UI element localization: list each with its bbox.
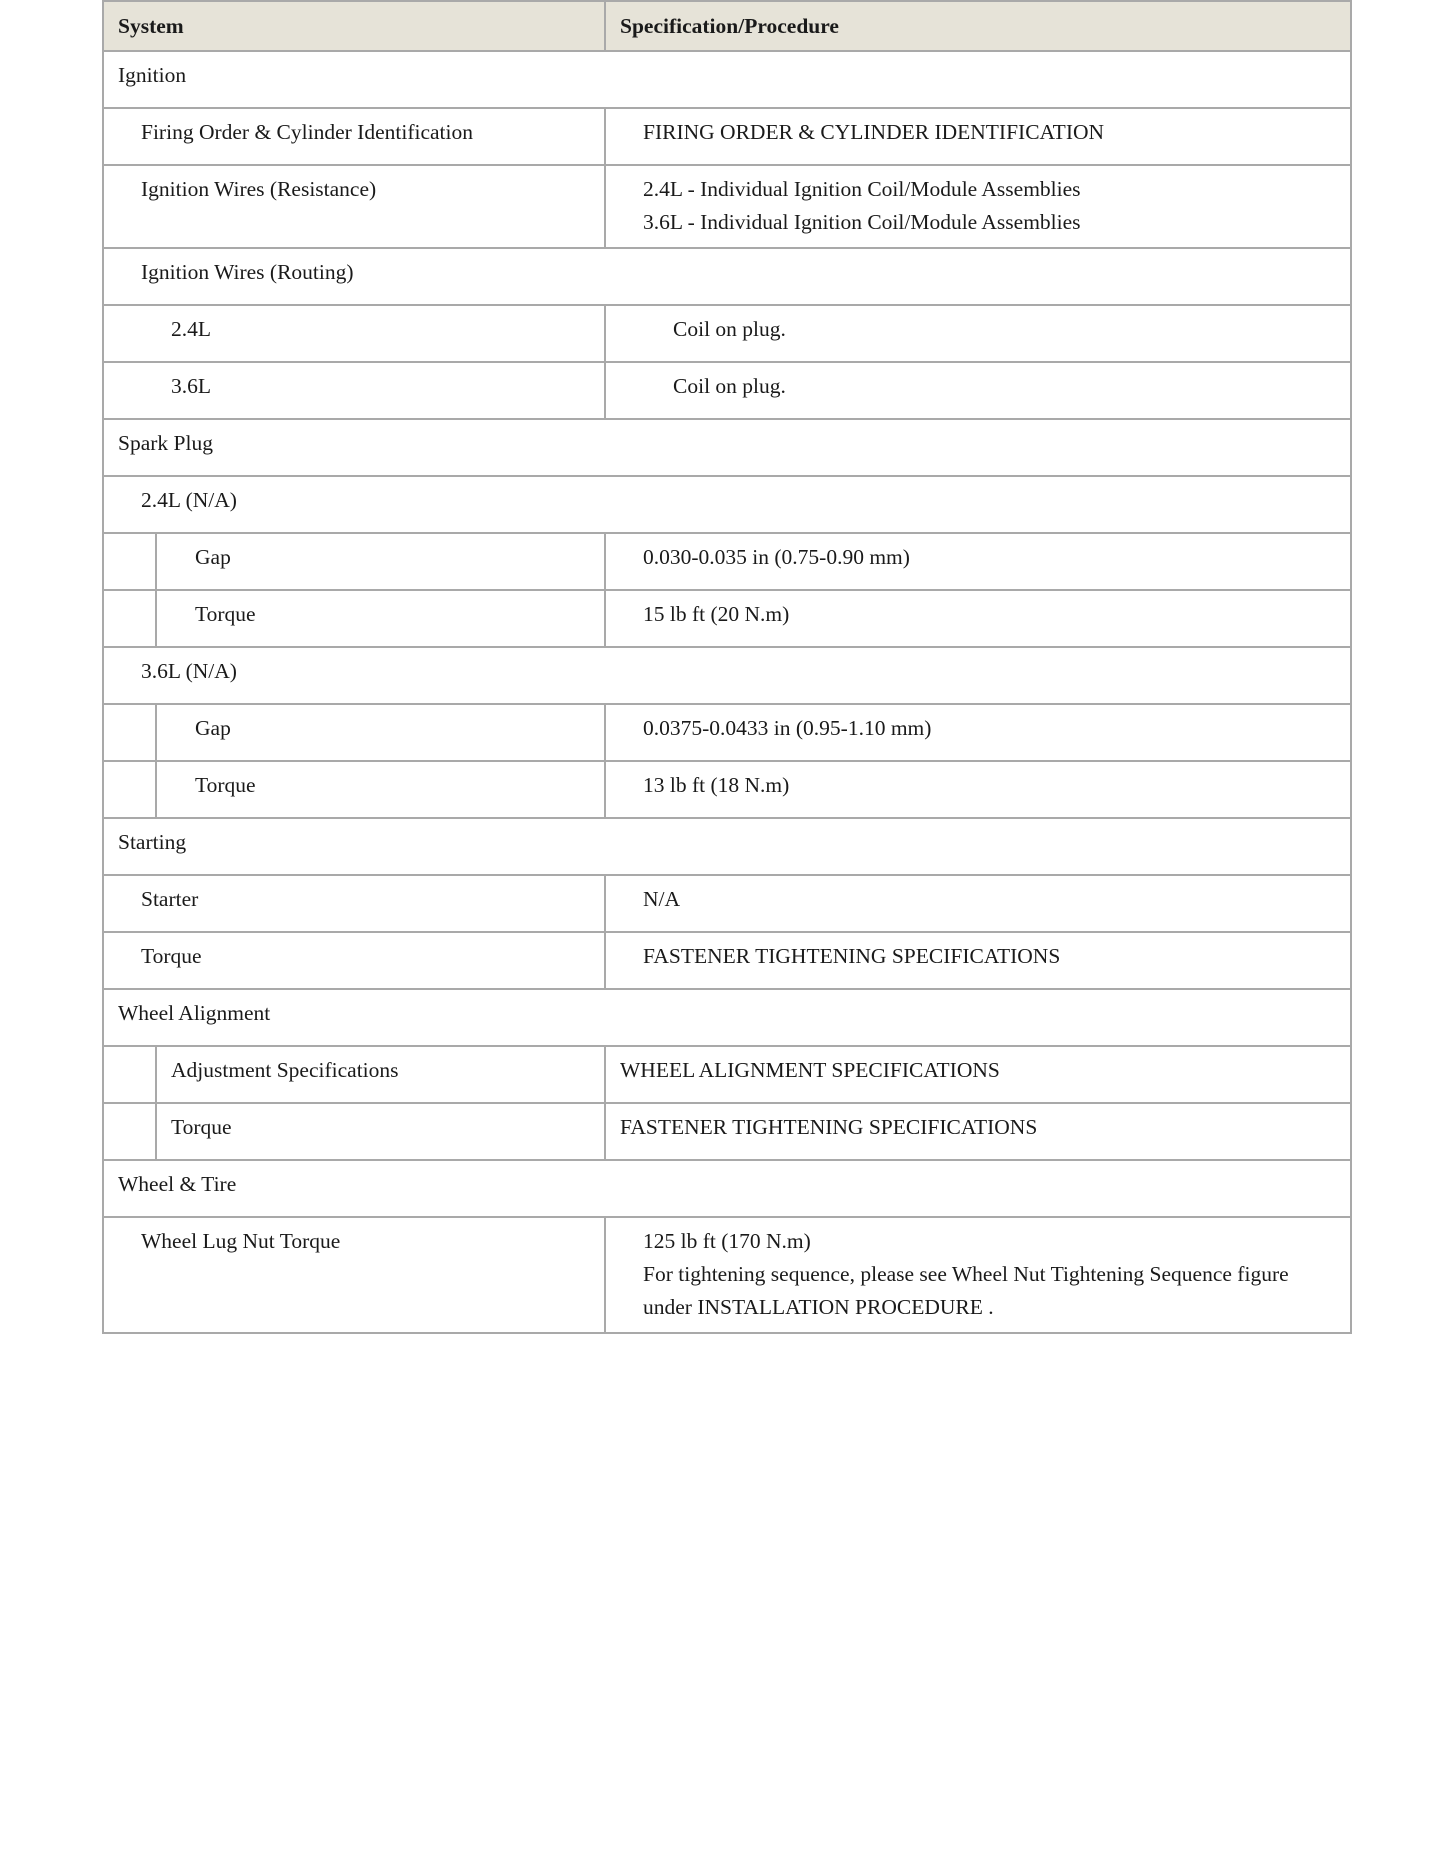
row-value (605, 165, 1351, 248)
table-row (103, 932, 1351, 989)
row-value: Coil on plug. (605, 362, 1351, 419)
indent-cell (103, 533, 156, 590)
value-line-link[interactable]: under INSTALLATION PROCEDURE . (643, 1295, 994, 1319)
table-row (103, 305, 1351, 362)
header-system: System (103, 1, 605, 51)
header-spec: Specification/Procedure (605, 1, 1351, 51)
table-row (103, 1217, 1351, 1333)
value-line: 3.6L - Individual Ignition Coil/Module Assemblies (643, 210, 1081, 234)
table-row (103, 108, 1351, 165)
table-row (103, 761, 1351, 818)
row-value-link[interactable]: FASTENER TIGHTENING SPECIFICATIONS (605, 1103, 1351, 1160)
indent-cell (103, 761, 156, 818)
section-starting: Starting (103, 818, 1351, 875)
section-row (103, 51, 1351, 108)
table-row (103, 165, 1351, 248)
indent-cell (103, 1103, 156, 1160)
section-row (103, 818, 1351, 875)
row-value-link[interactable]: WHEEL ALIGNMENT SPECIFICATIONS (605, 1046, 1351, 1103)
row-value: 0.0375-0.0433 in (0.95-1.10 mm) (605, 704, 1351, 761)
row-value: 0.030-0.035 in (0.75-0.90 mm) (605, 533, 1351, 590)
table-header (103, 1, 1351, 51)
subsection-row (103, 248, 1351, 305)
row-label: Torque (156, 761, 605, 818)
table-row (103, 1103, 1351, 1160)
row-value: 15 lb ft (20 N.m) (605, 590, 1351, 647)
row-label: Wheel Lug Nut Torque (103, 1217, 605, 1333)
spec-sheet (102, 0, 1352, 1334)
row-value: 13 lb ft (18 N.m) (605, 761, 1351, 818)
table-row (103, 533, 1351, 590)
section-row (103, 1160, 1351, 1217)
row-label: Torque (103, 932, 605, 989)
value-line: 125 lb ft (170 N.m) (643, 1229, 811, 1253)
row-value-link[interactable]: FIRING ORDER & CYLINDER IDENTIFICATION (605, 108, 1351, 165)
row-value: N/A (605, 875, 1351, 932)
spec-table (102, 0, 1352, 1334)
table-row (103, 875, 1351, 932)
subsection-row (103, 647, 1351, 704)
section-row (103, 989, 1351, 1046)
row-value (605, 1217, 1351, 1333)
section-wheel-alignment: Wheel Alignment (103, 989, 1351, 1046)
row-label: Starter (103, 875, 605, 932)
table-row (103, 704, 1351, 761)
subsection-24l: 2.4L (N/A) (103, 476, 1351, 533)
row-value: Coil on plug. (605, 305, 1351, 362)
row-label: Torque (156, 590, 605, 647)
indent-cell (103, 590, 156, 647)
value-line: 2.4L - Individual Ignition Coil/Module Assemblies (643, 177, 1081, 201)
indent-cell (103, 1046, 156, 1103)
table-row (103, 590, 1351, 647)
value-line: For tightening sequence, please see Wheel Nut Tightening Sequence figure (643, 1262, 1289, 1286)
table-row (103, 1046, 1351, 1103)
section-row (103, 419, 1351, 476)
row-label: Torque (156, 1103, 605, 1160)
row-value-link[interactable]: FASTENER TIGHTENING SPECIFICATIONS (605, 932, 1351, 989)
row-label: Gap (156, 704, 605, 761)
subsection-wires-routing: Ignition Wires (Routing) (103, 248, 1351, 305)
row-label: Gap (156, 533, 605, 590)
row-label: 3.6L (103, 362, 605, 419)
section-spark-plug: Spark Plug (103, 419, 1351, 476)
row-label: Ignition Wires (Resistance) (103, 165, 605, 248)
row-label: 2.4L (103, 305, 605, 362)
subsection-row (103, 476, 1351, 533)
section-wheel-tire: Wheel & Tire (103, 1160, 1351, 1217)
section-ignition: Ignition (103, 51, 1351, 108)
indent-cell (103, 704, 156, 761)
row-label: Adjustment Specifications (156, 1046, 605, 1103)
row-label: Firing Order & Cylinder Identification (103, 108, 605, 165)
subsection-36l: 3.6L (N/A) (103, 647, 1351, 704)
table-row (103, 362, 1351, 419)
